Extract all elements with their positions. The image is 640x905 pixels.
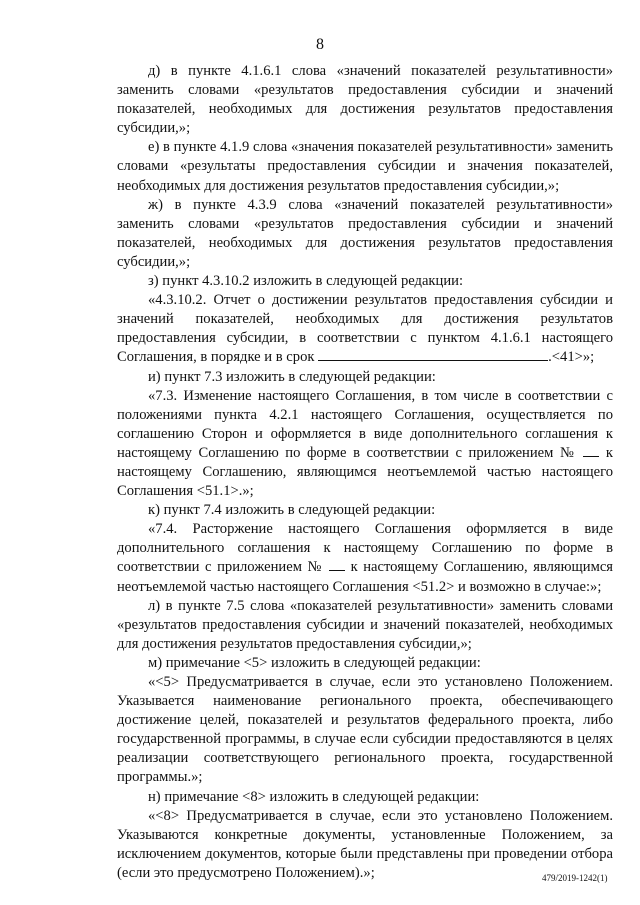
note-5-text: «<5> Предусматривается в случае, если это установлено Положением. Указывается наименование регионального проекта, обеспечивающего достижение целей, показателей и результатов федерального проекта, либо государственной программы, в случае если субсидии предоставляются в целях реализации соответствующего регионального проекта, государственной программы.»; [117, 674, 613, 786]
page-number: 8 [316, 36, 324, 53]
paragraph-n: н) примечание <8> изложить в следующей редакции: [148, 788, 480, 805]
paragraph-7-3 [117, 387, 613, 502]
paragraph-7-3-end: к настоящему Соглашению, являющимся неотъемлемой частью настоящего Соглашения <51.1>.»; [117, 444, 613, 500]
paragraph-7-4-end: к настоящему Соглашению, являющимся неотъемлемой частью настоящего Соглашения <51.2> и возможно в случае:»; [117, 559, 614, 595]
paragraph-k: к) пункт 7.4 изложить в следующей редакции: [148, 502, 436, 519]
paragraph-4-3-10-2 [117, 291, 613, 367]
paragraph-z: з) пункт 4.3.10.2 изложить в следующей редакции: [148, 273, 463, 290]
paragraph-e: е) в пункте 4.1.9 слова «значения показателей результативности» заменить словами «результаты предоставления субсидии и значения показателей, необходимых для достижения результатов предоставления субсидии,»; [117, 139, 613, 194]
document-body [117, 62, 613, 883]
paragraph-i: и) пункт 7.3 изложить в следующей редакции: [148, 368, 436, 385]
paragraph-7-4-text: «7.4. Расторжение настоящего Соглашения оформляется в виде дополнительного соглашения к настоящему Соглашению по форме в соответствии с приложением № [117, 521, 613, 576]
paragraph-l: л) в пункте 7.5 слова «показателей результативности» заменить словами «результатов предоставления субсидии и значений показателей, необходимых для достижения результатов предоставления субсидии,»; [117, 597, 613, 652]
paragraph-7-4 [117, 520, 613, 596]
note-8-text: «<8> Предусматривается в случае, если это установлено Положением. Указываются конкретные документы, установленные Положением, за исключением документов, которые были представлены при проведении отбора (если это предусмотрено Положением).»; [117, 807, 613, 881]
appendix-number-blank [329, 558, 345, 571]
paragraph-d: д) в пункте 4.1.6.1 слова «значений показателей результативности» заменить словами «результатов предоставления субсидии и значений показателей, необходимых для достижения результатов предоставления субсидии,»; [117, 63, 613, 137]
deadline-blank-line [318, 348, 548, 361]
document-code: 479/2019-1242(1) [542, 873, 608, 883]
paragraph-m: м) примечание <5> изложить в следующей редакции: [148, 654, 481, 671]
paragraph-zh: ж) в пункте 4.3.9 слова «значений показателей результативности» заменить словами «результатов предоставления субсидии и значений показателей, необходимых для достижения результатов предоставления субсидии,»; [117, 196, 613, 270]
paragraph-4-3-10-2-end: .<41>»; [548, 349, 595, 366]
appendix-number-blank [583, 444, 599, 457]
paragraph-7-3-text: «7.3. Изменение настоящего Соглашения, в том числе в соответствии с положениями пункта 4.2.1 настоящего Соглашения, осуществляется по соглашению Сторон и оформляется в виде дополнительного соглашения к настоящему Соглашению по форме в соответствии с приложением № [117, 387, 613, 461]
paragraph-4-3-10-2-text: «4.3.10.2. Отчет о достижении результатов предоставления субсидии и значений показателей, необходимых для достижения результатов предоставления субсидии, в соответствии с пунктом 4.1.6.1 настоящего Соглашения, в порядке и в срок [117, 292, 613, 366]
